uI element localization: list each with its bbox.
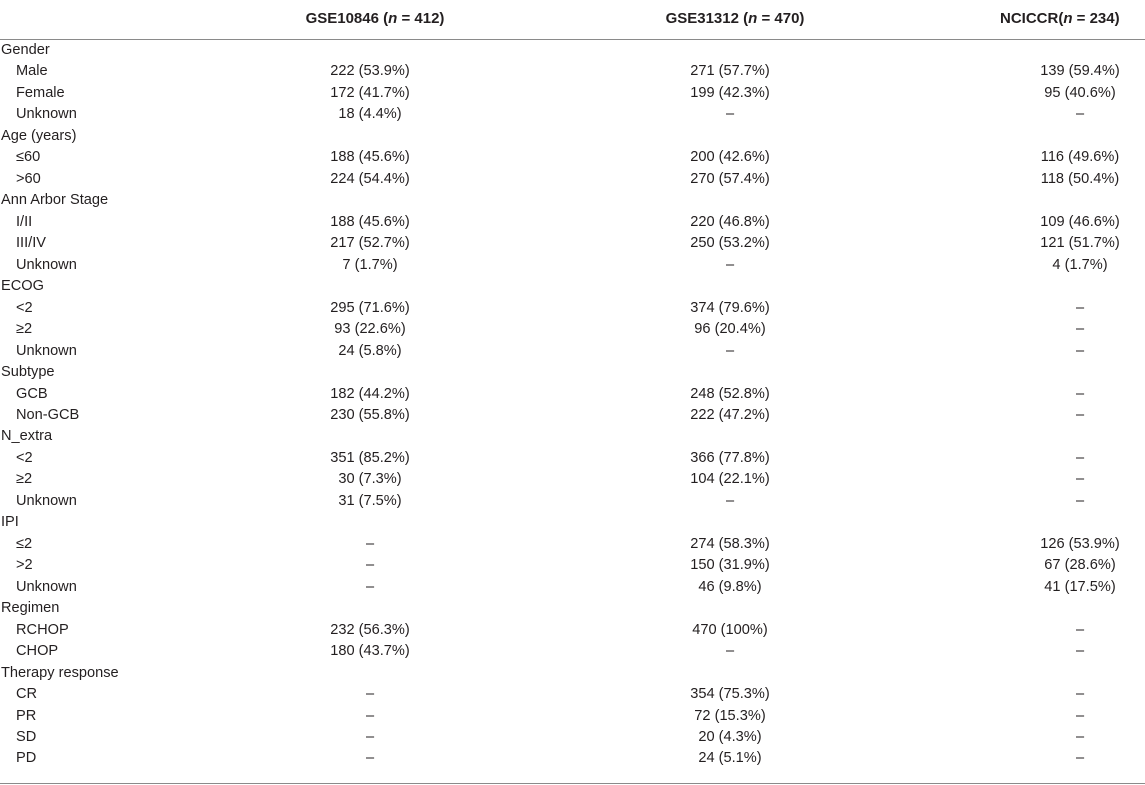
row-label: RCHOP [16, 621, 69, 638]
header-gse10846: GSE10846 (n = 412) [305, 10, 445, 27]
cell-gse10846: 182 (44.2%) [330, 385, 410, 402]
cell-ncicc: – [1075, 643, 1085, 660]
cell-gse31312: 274 (58.3%) [690, 535, 770, 552]
header-ncicc: NCICCR(n = 234) [1000, 10, 1120, 27]
category-row [0, 663, 1145, 684]
cell-gse10846: 18 (4.4%) [338, 106, 402, 123]
cell-gse10846: – [365, 557, 375, 574]
cell-gse10846: 172 (41.7%) [330, 84, 410, 101]
cell-gse31312: 470 (100%) [692, 621, 768, 638]
cell-ncicc: – [1075, 621, 1085, 638]
table-row [0, 255, 1145, 276]
table-row [0, 83, 1145, 104]
cell-gse31312: 374 (79.6%) [690, 299, 770, 316]
cell-gse10846: 295 (71.6%) [330, 299, 410, 316]
cell-gse10846: – [365, 535, 375, 552]
table-body [0, 40, 1145, 770]
cell-gse10846: – [365, 707, 375, 724]
table-row [0, 233, 1145, 254]
cell-ncicc: – [1075, 406, 1085, 423]
cell-gse10846: – [365, 729, 375, 745]
table-row [0, 147, 1145, 168]
row-label: PR [16, 707, 37, 724]
table-row [0, 298, 1145, 319]
table-row [0, 212, 1145, 233]
cell-gse31312: 200 (42.6%) [690, 149, 770, 166]
cell-ncicc: – [1075, 385, 1085, 402]
cell-gse10846: 351 (85.2%) [330, 449, 410, 466]
cell-gse10846: 31 (7.5%) [338, 492, 402, 509]
cell-gse31312: 250 (53.2%) [690, 235, 770, 252]
table-row [0, 748, 1145, 769]
row-label: CHOP [16, 643, 59, 660]
cell-ncicc: – [1075, 106, 1085, 123]
cell-ncicc: – [1075, 471, 1085, 488]
row-label: CR [16, 686, 38, 703]
cell-ncicc: – [1075, 321, 1085, 338]
table-row [0, 61, 1145, 82]
row-label: Subtype [1, 364, 55, 381]
category-row [0, 426, 1145, 447]
table-row [0, 319, 1145, 340]
row-label: ≥2 [16, 471, 33, 488]
table-row [0, 577, 1145, 598]
cell-ncicc: 126 (53.9%) [1040, 535, 1120, 552]
cell-gse10846: 24 (5.8%) [338, 342, 402, 359]
cell-ncicc: 118 (50.4%) [1040, 170, 1120, 187]
row-label: Regimen [1, 600, 60, 617]
table-row [0, 684, 1145, 705]
row-label: ≤2 [16, 535, 33, 552]
cell-gse31312: 24 (5.1%) [698, 750, 762, 767]
cell-ncicc: – [1075, 707, 1085, 724]
table-row [0, 341, 1145, 362]
cell-gse31312: 248 (52.8%) [690, 385, 770, 402]
cell-gse10846: 222 (53.9%) [330, 63, 410, 80]
cell-gse31312: 20 (4.3%) [698, 729, 762, 745]
table-row [0, 448, 1145, 469]
row-label: Unknown [16, 578, 77, 595]
row-label: >60 [16, 170, 41, 187]
cell-gse31312: 270 (57.4%) [690, 170, 770, 187]
cell-gse10846: 7 (1.7%) [342, 256, 398, 273]
cell-gse10846: 232 (56.3%) [330, 621, 410, 638]
table-row [0, 169, 1145, 190]
cell-gse10846: 93 (22.6%) [334, 321, 406, 338]
table-row [0, 555, 1145, 576]
category-row [0, 598, 1145, 619]
category-row [0, 362, 1145, 383]
cell-gse31312: 222 (47.2%) [690, 406, 770, 423]
cell-gse31312: – [725, 342, 735, 359]
bottom-rule [0, 783, 1145, 784]
cell-gse31312: – [725, 492, 735, 509]
cell-ncicc: – [1075, 729, 1085, 745]
cell-gse10846: 217 (52.7%) [330, 235, 410, 252]
cell-ncicc: – [1075, 342, 1085, 359]
cell-gse31312: – [725, 256, 735, 273]
row-label: GCB [16, 385, 48, 402]
cell-gse31312: 354 (75.3%) [690, 686, 770, 703]
cell-gse31312: 46 (9.8%) [698, 578, 762, 595]
row-label: Male [16, 63, 48, 80]
cell-ncicc: – [1075, 686, 1085, 703]
row-label: ≤60 [16, 149, 41, 166]
row-label: <2 [16, 299, 33, 316]
cell-gse31312: – [725, 643, 735, 660]
row-label: PD [16, 750, 37, 767]
cell-ncicc: 41 (17.5%) [1044, 578, 1116, 595]
row-label: Unknown [16, 106, 77, 123]
table-row [0, 104, 1145, 125]
table-row [0, 620, 1145, 641]
cell-gse10846: 230 (55.8%) [330, 406, 410, 423]
row-label: ECOG [1, 278, 44, 295]
row-label: Therapy response [1, 664, 119, 681]
cell-gse31312: 199 (42.3%) [690, 84, 770, 101]
row-label: IPI [1, 514, 19, 531]
cell-ncicc: 109 (46.6%) [1040, 213, 1120, 230]
table-row [0, 469, 1145, 490]
cell-ncicc: – [1075, 449, 1085, 466]
row-label: Ann Arbor Stage [1, 192, 109, 209]
cell-ncicc: 67 (28.6%) [1044, 557, 1116, 574]
cell-gse10846: – [365, 686, 375, 703]
row-label: Unknown [16, 256, 77, 273]
row-label: Non-GCB [16, 406, 80, 423]
table-row [0, 384, 1145, 405]
row-label: I/II [16, 213, 33, 230]
cell-gse31312: 104 (22.1%) [690, 471, 770, 488]
table-row [0, 534, 1145, 555]
cell-ncicc: – [1075, 750, 1085, 767]
cell-gse10846: 180 (43.7%) [330, 643, 410, 660]
row-label: N_extra [1, 428, 53, 445]
row-label: Age (years) [1, 127, 77, 144]
cell-ncicc: 95 (40.6%) [1044, 84, 1116, 101]
row-label: Unknown [16, 492, 77, 509]
row-label: Unknown [16, 342, 77, 359]
cell-ncicc: – [1075, 299, 1085, 316]
row-label: <2 [16, 449, 33, 466]
row-label: Gender [1, 42, 50, 58]
cell-ncicc: 116 (49.6%) [1040, 149, 1120, 166]
cell-ncicc: 139 (59.4%) [1040, 63, 1120, 80]
table-row [0, 641, 1145, 662]
row-label: >2 [16, 557, 33, 574]
row-label: SD [16, 729, 37, 745]
cell-ncicc: 4 (1.7%) [1052, 256, 1108, 273]
cell-gse10846: 224 (54.4%) [330, 170, 410, 187]
cell-gse10846: – [365, 750, 375, 767]
table-row [0, 706, 1145, 727]
cell-gse31312: 366 (77.8%) [690, 449, 770, 466]
cell-gse10846: – [365, 578, 375, 595]
cell-gse31312: 271 (57.7%) [690, 63, 770, 80]
cell-gse31312: 72 (15.3%) [694, 707, 766, 724]
table-header [0, 0, 1145, 40]
row-label: III/IV [16, 235, 47, 252]
table-row [0, 491, 1145, 512]
cell-gse31312: 150 (31.9%) [690, 557, 770, 574]
cell-ncicc: 121 (51.7%) [1040, 235, 1120, 252]
table-row [0, 727, 1145, 748]
cell-gse10846: 188 (45.6%) [330, 149, 410, 166]
cell-gse31312: 220 (46.8%) [690, 213, 770, 230]
cell-gse10846: 30 (7.3%) [338, 471, 402, 488]
category-row [0, 276, 1145, 297]
category-row [0, 190, 1145, 211]
category-row [0, 512, 1145, 533]
row-label: Female [16, 84, 65, 101]
cell-gse10846: 188 (45.6%) [330, 213, 410, 230]
header-gse31312: GSE31312 (n = 470) [665, 10, 805, 27]
row-label: ≥2 [16, 321, 33, 338]
cell-gse31312: 96 (20.4%) [694, 321, 766, 338]
cell-gse31312: – [725, 106, 735, 123]
table-row [0, 405, 1145, 426]
category-row [0, 126, 1145, 147]
cell-ncicc: – [1075, 492, 1085, 509]
category-row [0, 40, 1145, 61]
